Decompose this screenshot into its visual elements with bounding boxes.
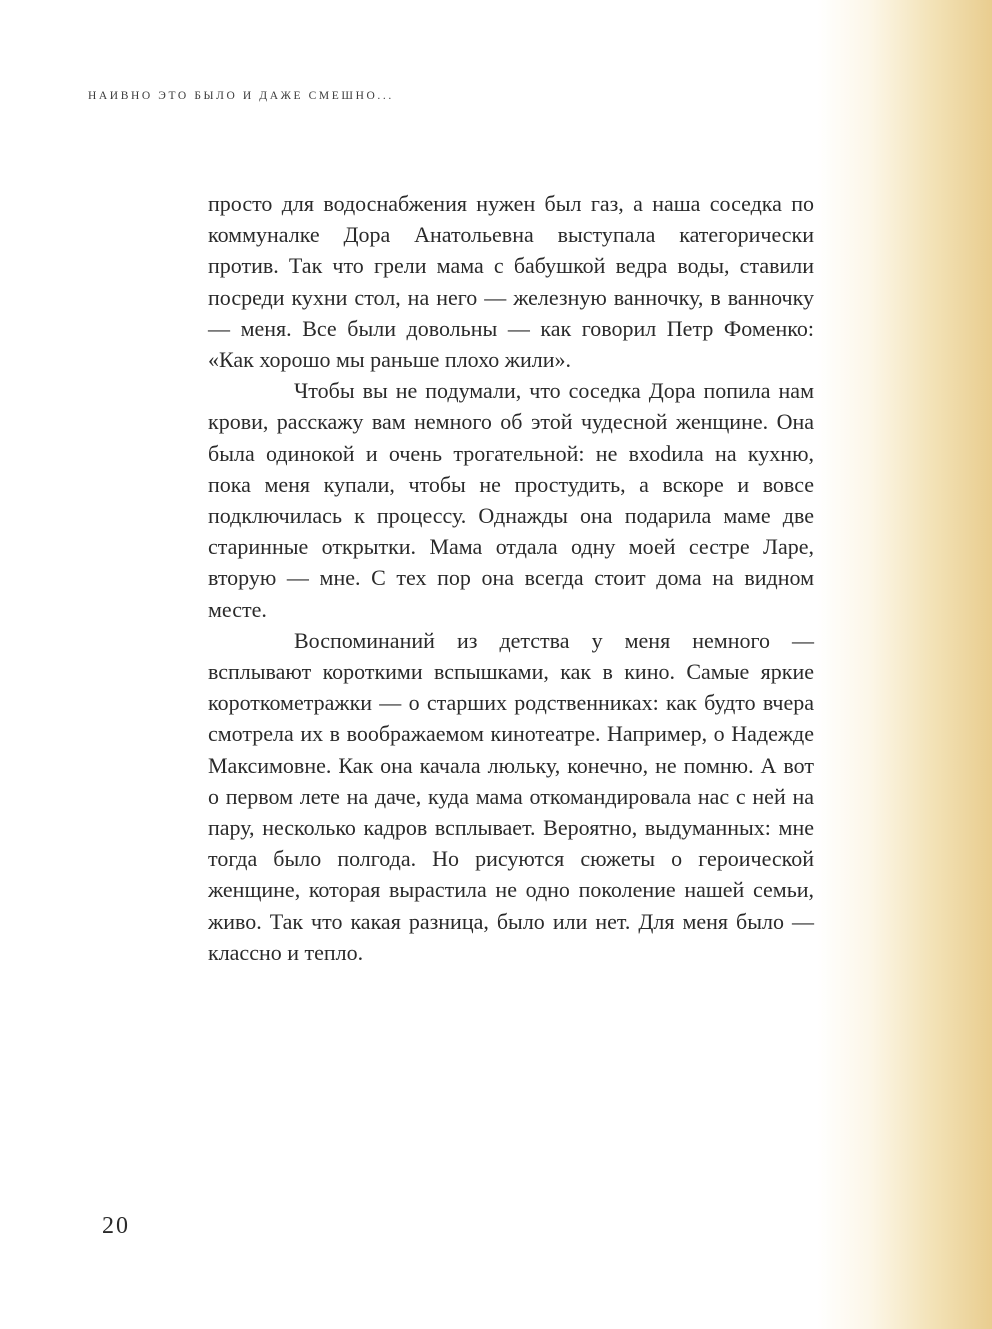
paragraph: Воспоминаний из детства у меня немного — всплывают короткими вспышками, как в кино. Самые яркие короткометражки — о старших родственниках: как будто вчера смотрела их в воображаемом кинотеатре. Например, о Надежде Максимовне. Как она качала люльку, конечно, не помню. А вот о первом лете на даче, куда мама откомандировала нас с ней на пару, несколько кадров всплывает. Вероятно, выдуманных: мне тогда было полгода. Но рисуются сюжеты о героической женщине, которая вырастила не одно поколение нашей семьи, живо. Так что какая разница, было или нет. Для меня было — классно и тепло.: [208, 627, 814, 965]
body-text: [208, 188, 814, 968]
paragraph: просто для водоснабжения нужен был газ, а наша соседка по коммуналке Дора Анатольевна выступала категорически против. Так что грели мама с бабушкой ведра воды, ставили посреди кухни стол, на него — железную ванночку, в ванночку — меня. Все были довольны — как говорил Петр Фоменко: «Как хорошо мы раньше плохо жили».: [208, 191, 814, 373]
paragraph: Чтобы вы не подумали, что соседка Дора попила нам крови, расскажу вам немного об этой чудесной женщине. Она была одинокой и очень трогательной: не вхоdила на кухню, пока меня купали, чтобы не простудить, а вскоре и вовсе подключилась к процессу. Однажды она подарила маме две старинные открытки. Мама отдала одну моей сестре Ларе, вторую — мне. С тех пор она всегда стоит дома на видном месте.: [208, 378, 814, 622]
running-head: НАИВНО ЭТО БЫЛО И ДАЖЕ СМЕШНО...: [88, 90, 394, 102]
page-number: 20: [102, 1213, 130, 1239]
gilded-page-edge: [817, 0, 992, 1329]
